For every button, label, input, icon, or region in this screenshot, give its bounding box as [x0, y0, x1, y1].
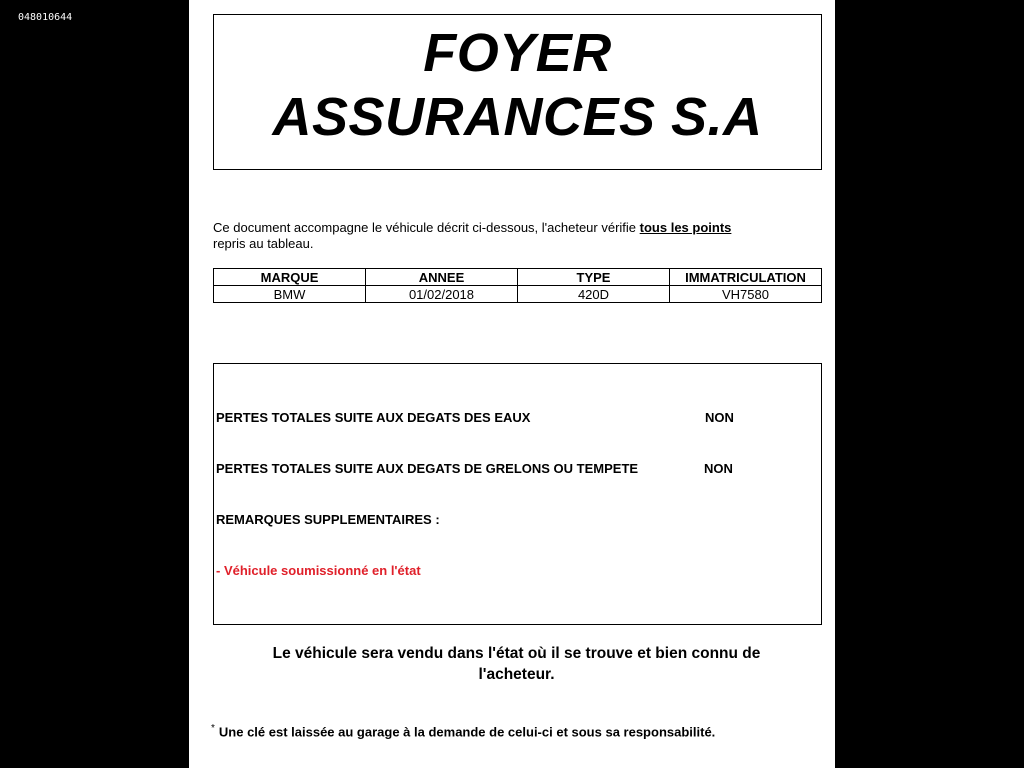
header-box: [213, 14, 822, 170]
cell-annee: 01/02/2018: [366, 286, 518, 303]
table-header-row: [214, 269, 822, 286]
hail-damage-value: NON: [704, 461, 733, 476]
intro-text: Ce document accompagne le véhicule décrit ci-dessous, l'acheteur vérifie: [213, 220, 640, 235]
vehicle-table: [213, 268, 822, 303]
intro-emphasis: tous les points: [639, 220, 732, 235]
hail-damage-label: PERTES TOTALES SUITE AUX DEGATS DE GRELONS OU TEMPETE: [216, 461, 639, 476]
footnote: [211, 723, 811, 739]
remarks-box: [213, 363, 822, 625]
company-name-line1: FOYER: [423, 23, 612, 83]
sale-notice: [213, 643, 820, 685]
sale-notice-line2: l'acheteur.: [478, 666, 555, 683]
column-header-immatriculation: IMMATRICULATION: [670, 269, 822, 286]
column-header-annee: ANNEE: [366, 269, 518, 286]
intro-text-end: repris au tableau.: [213, 236, 314, 251]
sale-notice-line1: Le véhicule sera vendu dans l'état où il se trouve et bien connu de: [272, 645, 761, 662]
cell-type: 420D: [518, 286, 670, 303]
cell-immatriculation: VH7580: [670, 286, 822, 303]
table-row: [214, 286, 822, 303]
intro-paragraph: [213, 220, 813, 252]
water-damage-label: PERTES TOTALES SUITE AUX DEGATS DES EAUX: [216, 410, 531, 425]
document-id: 048010644: [18, 12, 73, 23]
footnote-marker: *: [211, 723, 215, 734]
column-header-marque: MARQUE: [214, 269, 366, 286]
column-header-type: TYPE: [518, 269, 670, 286]
additional-remarks-note: - Véhicule soumissionné en l'état: [216, 563, 421, 578]
water-damage-value: NON: [705, 410, 734, 425]
document-page: [189, 0, 835, 768]
footnote-text: Une clé est laissée au garage à la demande de celui-ci et sous sa responsabilité.: [218, 724, 716, 740]
cell-marque: BMW: [214, 286, 366, 303]
company-name-line2: ASSURANCES S.A: [272, 87, 763, 147]
additional-remarks-label: REMARQUES SUPPLEMENTAIRES :: [216, 512, 440, 527]
company-name: [214, 21, 821, 149]
